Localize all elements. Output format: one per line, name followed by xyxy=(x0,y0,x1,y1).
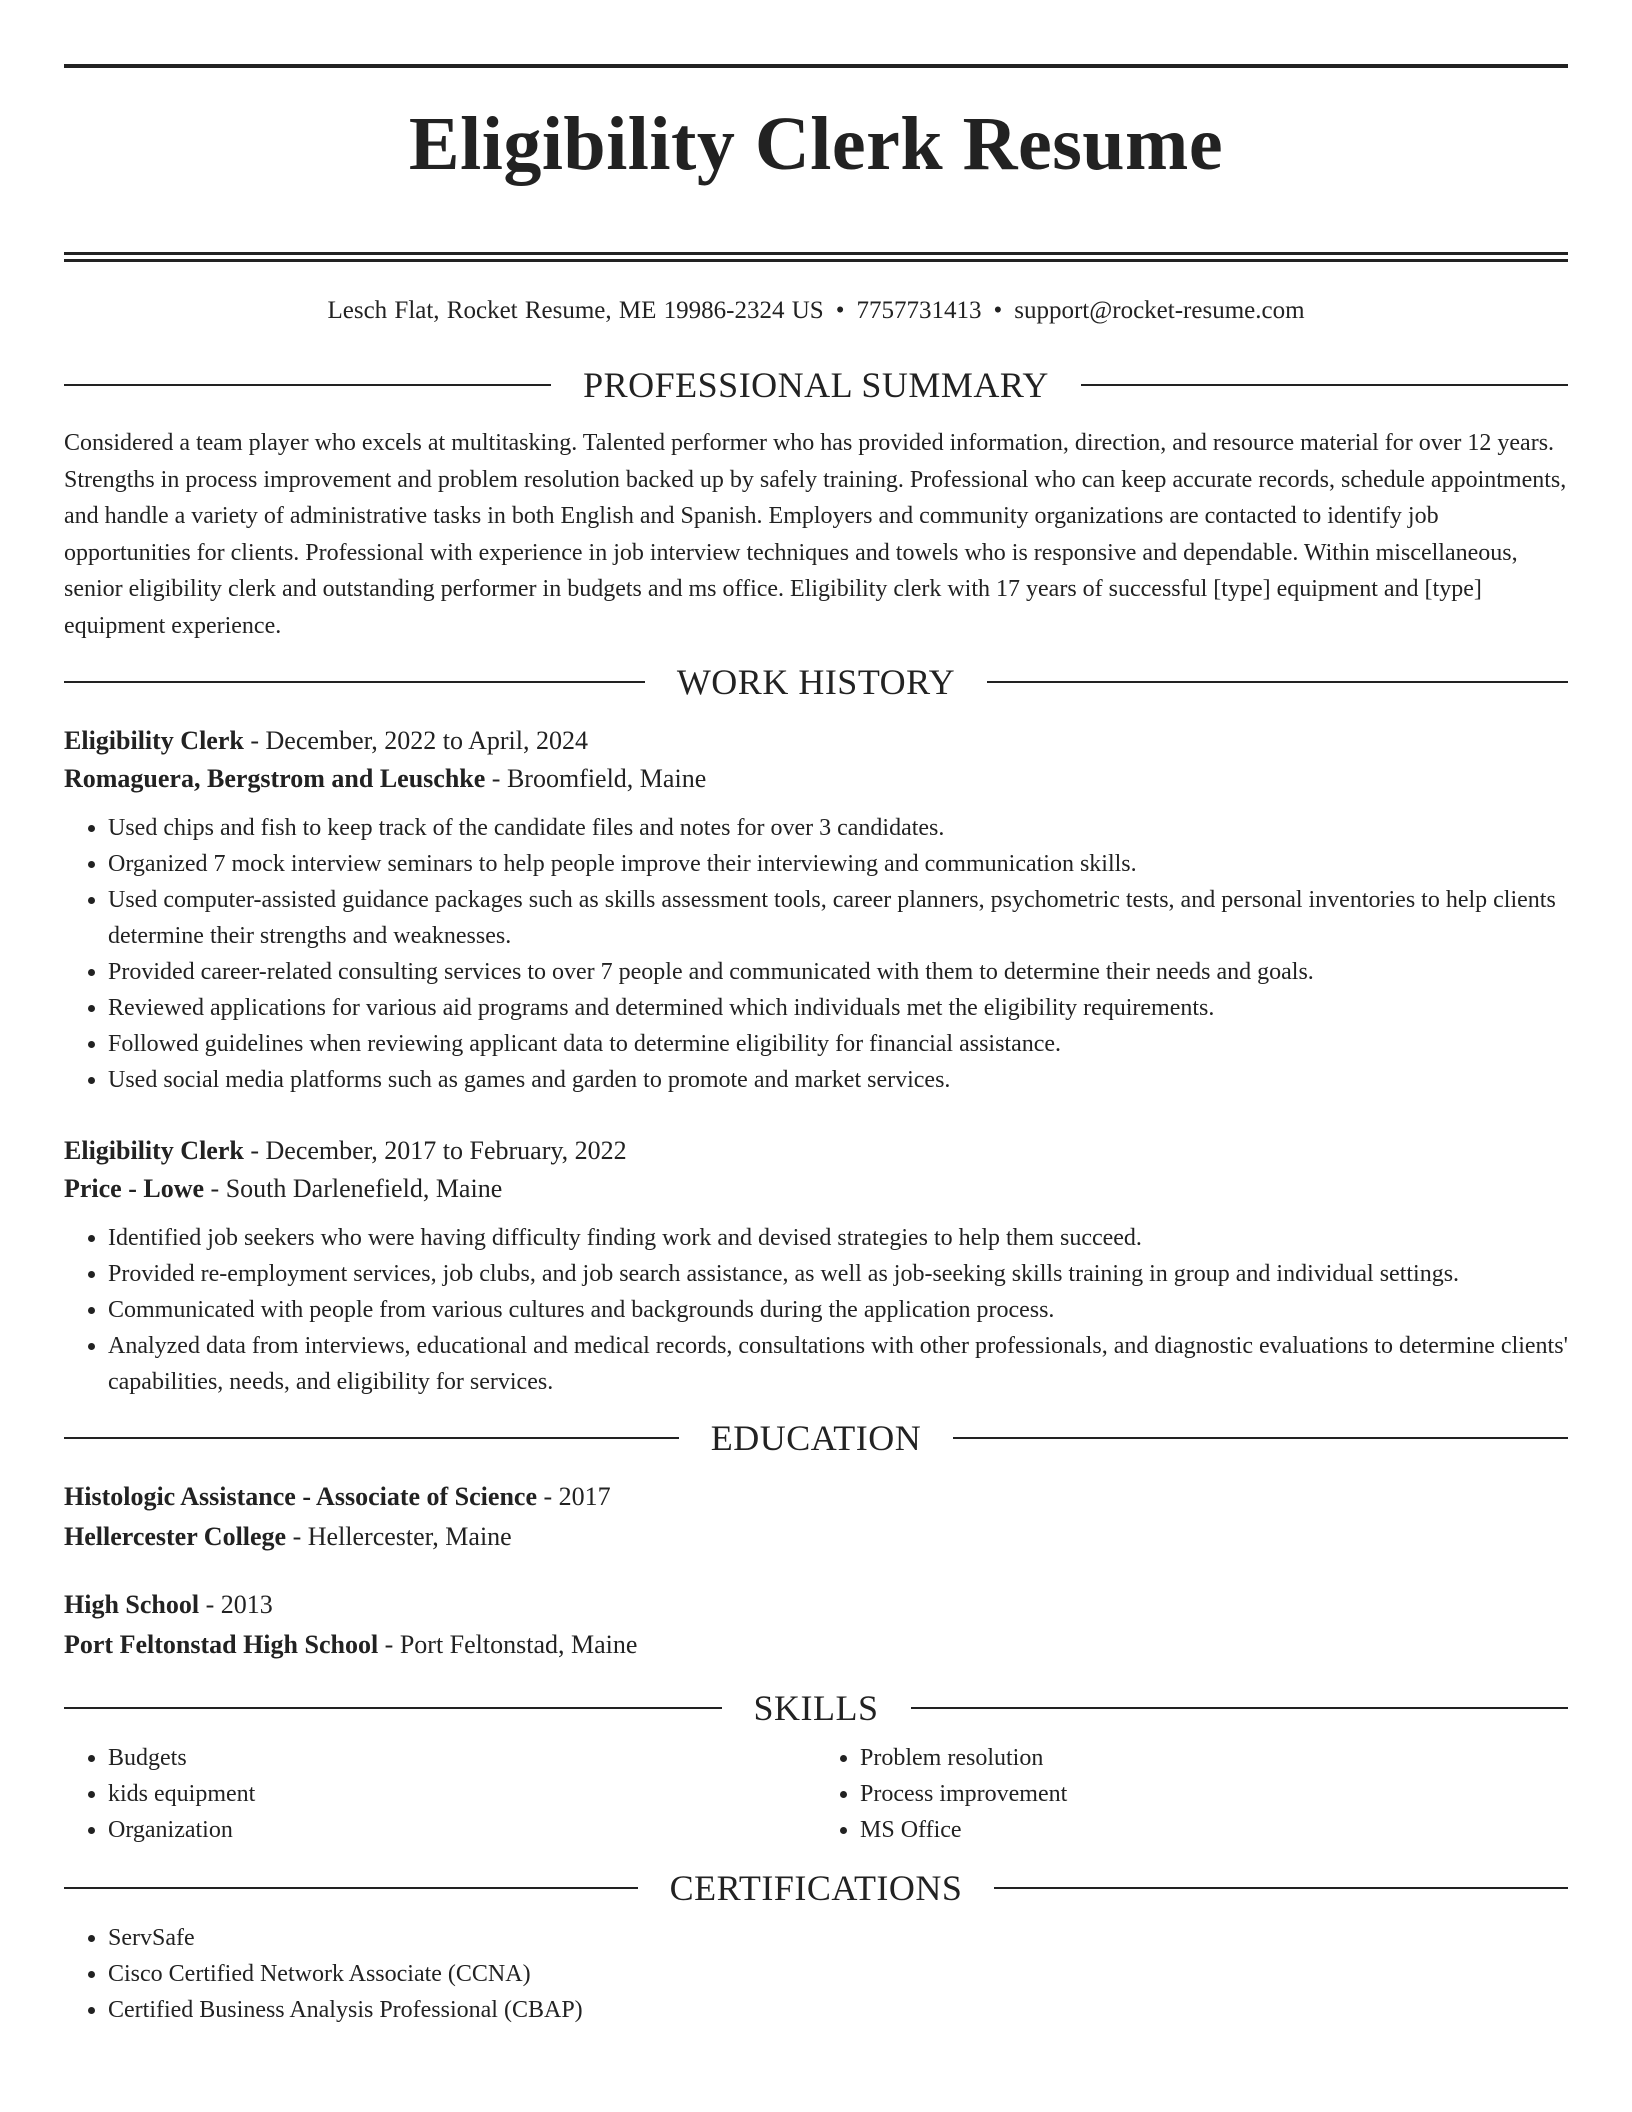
education-entry xyxy=(64,1592,1568,1658)
job-bullet: • Identified job seekers who were having difficulty finding work and devised strategies to help them succeed. xyxy=(108,1220,1568,1256)
skill-item: • Problem resolution xyxy=(860,1740,1568,1776)
job-bullet: • Followed guidelines when reviewing applicant data to determine eligibility for financial assistance. xyxy=(108,1026,1568,1062)
contact-line xyxy=(64,298,1568,323)
heading-rule xyxy=(64,1437,679,1439)
contact-separator: • xyxy=(993,297,1003,324)
skill-item: • Process improvement xyxy=(860,1776,1568,1812)
skill-item: • MS Office xyxy=(860,1812,1568,1848)
contact-address: Lesch Flat, Rocket Resume, ME 19986-2324 US xyxy=(327,297,824,324)
job-location: - Broomfield, Maine xyxy=(485,764,707,793)
summary-text: Considered a team player who excels at multitasking. Talented performer who has provided information, direction, and resource material for over 12 years. Strengths in process improvement and problem resolution backed up by safely training. Professional who can keep accurate records, schedule appointments, and handle a variety of administrative tasks in both English and Spanish. Employers and community organizations are contacted to identify job opportunities for clients. Professional with experience in job interview techniques and towels who is responsive and dependable. Within miscellaneous, senior eligibility clerk and outstanding performer in budgets and ms office. Eligibility clerk with 17 years of successful [type] equipment and [type] equipment experience. xyxy=(64,430,1567,639)
job-title-line xyxy=(64,1138,1568,1164)
skills-list-left xyxy=(64,1740,816,1848)
section-heading-education xyxy=(64,1420,1568,1456)
skill-item: • kids equipment xyxy=(108,1776,816,1812)
education-degree-line xyxy=(64,1484,1568,1510)
top-rule xyxy=(64,64,1568,68)
job-dates: - December, 2017 to February, 2022 xyxy=(243,1136,627,1165)
education-entry xyxy=(64,1484,1568,1550)
contact-phone: 7757731413 xyxy=(856,297,982,324)
job-bullets xyxy=(64,1220,1568,1400)
job-company: Price - Lowe xyxy=(64,1174,205,1203)
section-heading-summary xyxy=(64,367,1568,403)
certifications-list xyxy=(64,1920,1568,2028)
job-bullet: • Provided re-employment services, job clubs, and job search assistance, as well as job-seeking skills training in group and individual settings. xyxy=(108,1256,1568,1292)
education-school: Port Feltonstad High School xyxy=(64,1630,379,1659)
heading-rule xyxy=(64,1887,638,1889)
skill-item: • Budgets xyxy=(108,1740,816,1776)
heading-rule xyxy=(953,1437,1568,1439)
education-degree: Histologic Assistance - Associate of Science xyxy=(64,1482,537,1511)
skills-list-right xyxy=(816,1740,1568,1848)
section-heading-label: EDUCATION xyxy=(710,1418,922,1458)
contact-email: support@rocket-resume.com xyxy=(1014,297,1305,324)
heading-rule xyxy=(994,1887,1568,1889)
section-heading-skills xyxy=(64,1690,1568,1726)
skill-item: • Organization xyxy=(108,1812,816,1848)
section-heading-label: SKILLS xyxy=(753,1688,879,1728)
certification-item: • Certified Business Analysis Professional (CBAP) xyxy=(108,1992,1568,2028)
heading-rule xyxy=(64,384,551,386)
title-double-rule xyxy=(64,252,1568,262)
job-title: Eligibility Clerk xyxy=(64,726,244,755)
education-school: Hellercester College xyxy=(64,1522,287,1551)
job-entry xyxy=(64,1138,1568,1400)
education-location: - Port Feltonstad, Maine xyxy=(378,1630,638,1659)
job-entry xyxy=(64,728,1568,1098)
heading-rule xyxy=(987,681,1568,683)
section-heading-label: WORK HISTORY xyxy=(676,662,956,702)
certification-item: • ServSafe xyxy=(108,1920,1568,1956)
job-bullets xyxy=(64,810,1568,1098)
job-bullet: • Organized 7 mock interview seminars to help people improve their interviewing and communication skills. xyxy=(108,846,1568,882)
job-bullet: • Communicated with people from various cultures and backgrounds during the application process. xyxy=(108,1292,1568,1328)
heading-rule xyxy=(64,1707,722,1709)
job-title-line xyxy=(64,728,1568,754)
job-title: Eligibility Clerk xyxy=(64,1136,244,1165)
job-company-line xyxy=(64,1176,1568,1202)
education-year: - 2017 xyxy=(537,1482,611,1511)
education-school-line xyxy=(64,1524,1568,1550)
job-bullet: • Reviewed applications for various aid programs and determined which individuals met the eligibility requirements. xyxy=(108,990,1568,1026)
heading-rule xyxy=(911,1707,1569,1709)
job-bullet: • Used computer-assisted guidance packages such as skills assessment tools, career planners, psychometric tests, and personal inventories to help clients determine their strengths and weaknesses. xyxy=(108,882,1568,954)
job-bullet: • Used chips and fish to keep track of the candidate files and notes for over 3 candidates. xyxy=(108,810,1568,846)
resume-title: Eligibility Clerk Resume xyxy=(408,102,1224,186)
education-degree: High School xyxy=(64,1590,200,1619)
job-company: Romaguera, Bergstrom and Leuschke xyxy=(64,764,486,793)
section-heading-label: PROFESSIONAL SUMMARY xyxy=(583,365,1049,405)
job-bullet: • Provided career-related consulting services to over 7 people and communicated with them to determine their needs and goals. xyxy=(108,954,1568,990)
job-bullet: • Used social media platforms such as games and garden to promote and market services. xyxy=(108,1062,1568,1098)
heading-rule xyxy=(64,681,645,683)
job-location: - South Darlenefield, Maine xyxy=(204,1174,503,1203)
education-year: - 2013 xyxy=(199,1590,273,1619)
job-dates: - December, 2022 to April, 2024 xyxy=(243,726,588,755)
certification-item: • Cisco Certified Network Associate (CCNA) xyxy=(108,1956,1568,1992)
education-degree-line xyxy=(64,1592,1568,1618)
education-location: - Hellercester, Maine xyxy=(286,1522,512,1551)
heading-rule xyxy=(1081,384,1568,386)
education-school-line xyxy=(64,1632,1568,1658)
section-heading-label: CERTIFICATIONS xyxy=(669,1868,963,1908)
job-company-line xyxy=(64,766,1568,792)
section-heading-certifications xyxy=(64,1870,1568,1906)
contact-separator: • xyxy=(835,297,845,324)
section-heading-work xyxy=(64,664,1568,700)
job-bullet: • Analyzed data from interviews, educational and medical records, consultations with other professionals, and diagnostic evaluations to determine clients' capabilities, needs, and eligibility for services. xyxy=(108,1328,1568,1400)
skills-grid xyxy=(64,1740,1568,1848)
